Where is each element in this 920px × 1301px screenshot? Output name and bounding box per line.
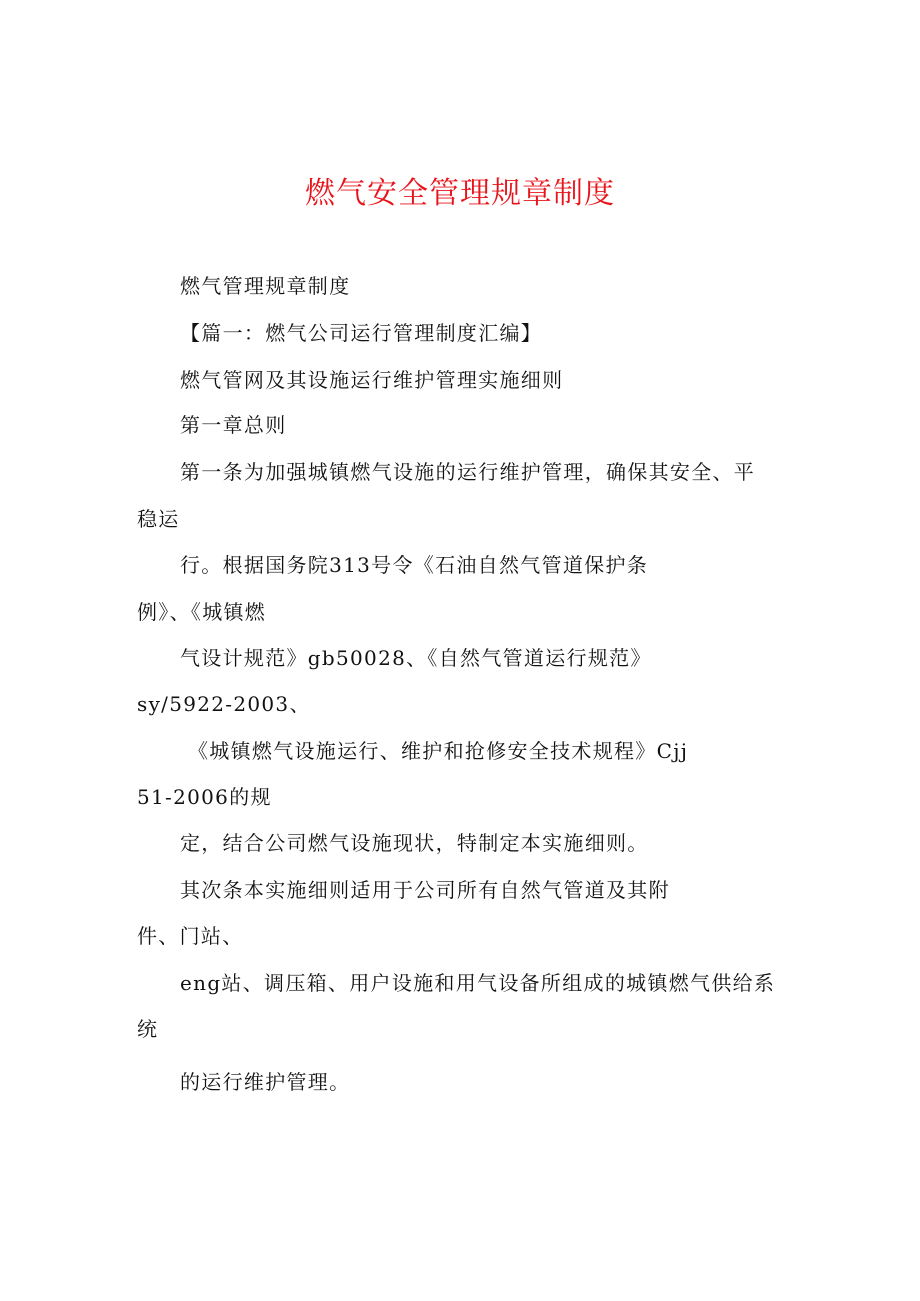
paragraph-line: eng站、调压箱、用户设施和用气设备所组成的城镇燃气供给系 <box>180 971 776 995</box>
paragraph-line: 气设计规范》gb50028、《自然气管道运行规范》 <box>180 646 652 670</box>
paragraph-line: 统 <box>137 1017 159 1041</box>
paragraph-line: 其次条本实施细则适用于公司所有自然气管道及其附 <box>180 878 670 902</box>
paragraph-line: 定，结合公司燃气设施现状，特制定本实施细则。 <box>180 831 649 855</box>
paragraph-line: 的运行维护管理。 <box>180 1070 351 1094</box>
paragraph-line: 第一章总则 <box>180 413 287 437</box>
document-title: 燃气安全管理规章制度 <box>305 176 615 211</box>
paragraph-line: 件、门站、 <box>137 924 244 948</box>
paragraph-line: 例》、《城镇燃 <box>137 600 267 624</box>
paragraph-line: 《城镇燃气设施运行、维护和抢修安全技术规程》Cjj <box>188 739 689 763</box>
paragraph-line: 行。根据国务院313号令《石油自然气管道保护条 <box>180 553 649 577</box>
paragraph-line: 【篇一：燃气公司运行管理制度汇编】 <box>180 321 543 345</box>
paragraph-line: sy/5922-2003、 <box>137 692 311 716</box>
paragraph-line: 51-2006的规 <box>137 785 272 809</box>
paragraph-line: 燃气管网及其设施运行维护管理实施细则 <box>180 368 564 392</box>
paragraph-line: 第一条为加强城镇燃气设施的运行维护管理，确保其安全、平 <box>180 460 756 484</box>
paragraph-line: 燃气管理规章制度 <box>180 274 351 298</box>
paragraph-line: 稳运 <box>137 507 180 531</box>
